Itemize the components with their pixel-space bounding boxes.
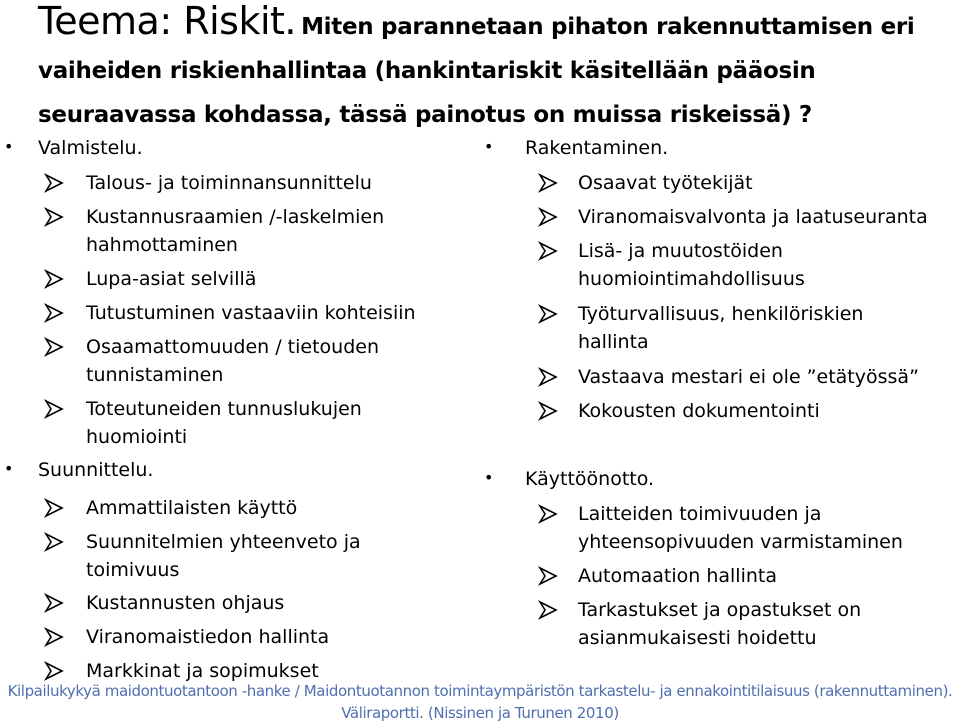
bullet-dot-icon: • <box>484 468 494 487</box>
arrowhead-icon <box>538 566 558 586</box>
list-item: Osaavat työtekijät <box>578 172 753 194</box>
bullet-dot-icon: • <box>4 137 14 156</box>
list-item: Tutustuminen vastaaviin kohteisiin <box>86 302 416 324</box>
title-main: Teema: Riskit. <box>38 0 296 43</box>
arrowhead-icon <box>44 593 64 613</box>
list-item: Kokousten dokumentointi <box>578 400 820 422</box>
list-item: Kustannusten ohjaus <box>86 592 285 614</box>
list-item: Lupa-asiat selvillä <box>86 268 257 290</box>
title-subtitle: Miten parannetaan pihaton rakennuttamisen eri vaiheiden riskienhallintaa (hankintariskit käsitellään pääosin seuraavassa kohdassa, tässä painotus on muissa riskeissä) ? <box>38 14 915 128</box>
arrowhead-icon <box>44 269 64 289</box>
arrowhead-icon <box>44 498 64 518</box>
footer-citation-line2: Väliraportti. (Nissinen ja Turunen 2010) <box>341 704 619 722</box>
arrowhead-icon <box>44 399 64 419</box>
list-item: Toteutuneiden tunnuslukujen huomiointi <box>86 398 362 448</box>
arrowhead-icon <box>538 600 558 620</box>
list-item: Lisä- ja muutostöiden huomiointimahdollisuus <box>578 240 805 290</box>
arrowhead-icon <box>44 627 64 647</box>
list-item: Kustannusraamien /-laskelmien hahmottaminen <box>86 206 385 256</box>
arrowhead-icon <box>538 401 558 421</box>
footer-citation-line1: Kilpailukykyä maidontuotantoon -hanke / Maidontuotannon toimintaympäristön tarkastelu- ja ennakointitilaisuus (rakennuttaminen). <box>7 682 953 700</box>
list-item: Työturvallisuus, henkilöriskien hallinta <box>578 303 864 353</box>
bullet-dot-icon: • <box>4 459 14 478</box>
arrowhead-icon <box>538 241 558 261</box>
list-item: Ammattilaisten käyttö <box>86 497 298 519</box>
section-heading-kayttoonotto: Käyttöönotto. <box>525 468 655 490</box>
section-heading-suunnittelu: Suunnittelu. <box>38 459 154 481</box>
list-item: Vastaava mestari ei ole ”etätyössä” <box>578 366 919 388</box>
list-item: Viranomaisvalvonta ja laatuseuranta <box>578 206 928 228</box>
arrowhead-icon <box>538 304 558 324</box>
list-item: Tarkastukset ja opastukset on asianmukaisesti hoidettu <box>578 599 862 649</box>
arrowhead-icon <box>44 337 64 357</box>
arrowhead-icon <box>44 532 64 552</box>
list-item: Viranomaistiedon hallinta <box>86 626 330 648</box>
list-item: Osaamattomuuden / tietouden tunnistaminen <box>86 336 380 386</box>
list-item: Laitteiden toimivuuden ja yhteensopivuuden varmistaminen <box>578 503 903 553</box>
list-item: Suunnitelmien yhteenveto ja toimivuus <box>86 531 361 581</box>
arrowhead-icon <box>538 173 558 193</box>
arrowhead-icon <box>538 367 558 387</box>
arrowhead-icon <box>44 661 64 681</box>
list-item: Talous- ja toiminnansunnittelu <box>86 172 372 194</box>
arrowhead-icon <box>538 207 558 227</box>
arrowhead-icon <box>44 207 64 227</box>
list-item: Automaation hallinta <box>578 565 777 587</box>
slide-title <box>38 0 953 138</box>
arrowhead-icon <box>44 173 64 193</box>
list-item: Markkinat ja sopimukset <box>86 660 319 682</box>
arrowhead-icon <box>538 504 558 524</box>
section-heading-rakentaminen: Rakentaminen. <box>525 137 669 159</box>
bullet-dot-icon: • <box>484 137 494 156</box>
section-heading-valmistelu: Valmistelu. <box>38 137 143 159</box>
arrowhead-icon <box>44 303 64 323</box>
